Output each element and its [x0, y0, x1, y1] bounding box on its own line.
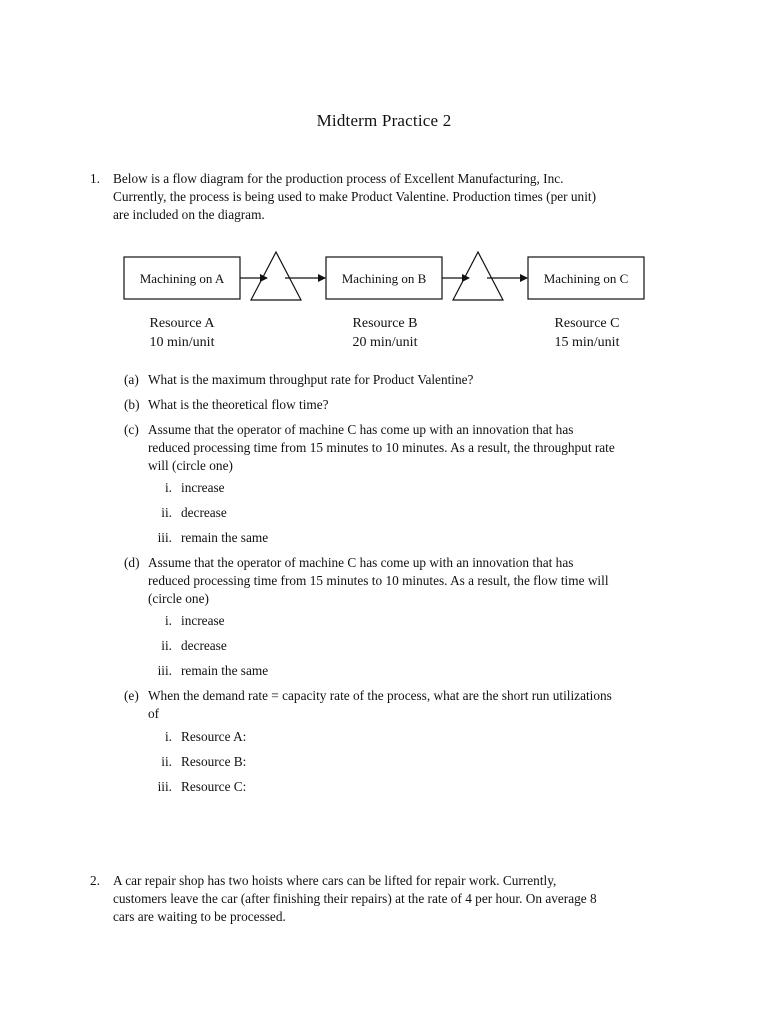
process-box-label: Machining on C: [543, 271, 629, 286]
option-text: increase: [181, 613, 225, 628]
resource-name: Resource B: [352, 316, 418, 331]
option-number: iii.: [157, 779, 172, 794]
option-text: decrease: [181, 505, 227, 520]
question-2-text: [113, 872, 683, 926]
flow-diagram: [0, 0, 768, 360]
option-text: remain the same: [181, 530, 269, 545]
part-line: will (circle one): [148, 458, 233, 473]
process-box-label: Machining on A: [139, 271, 225, 286]
part-line: What is the theoretical flow time?: [148, 397, 329, 412]
question-1-line: Currently, the process is being used to make Product Valentine. Production times (per unit): [113, 189, 597, 204]
part-line: reduced processing time from 15 minutes to 10 minutes. As a result, the throughput rate: [148, 440, 615, 455]
option-text: increase: [181, 480, 225, 495]
page-title: Midterm Practice 2: [316, 111, 452, 130]
resource-time: 15 min/unit: [554, 335, 620, 350]
buffer-triangle-1: [251, 252, 301, 300]
option-text: Resource B:: [181, 754, 247, 769]
question-2-line: A car repair shop has two hoists where cars can be lifted for repair work. Currently,: [113, 873, 557, 888]
resource-a-label: [112, 314, 252, 352]
option-number: i.: [164, 480, 172, 495]
question-2-line: cars are waiting to be processed.: [113, 909, 286, 924]
part-marker: (a): [124, 372, 139, 387]
resource-time: 20 min/unit: [352, 335, 418, 350]
part-marker: (d): [124, 555, 140, 570]
question-1-line: are included on the diagram.: [113, 207, 265, 222]
option-number: i.: [164, 729, 172, 744]
question-1-line: Below is a flow diagram for the production process of Excellent Manufacturing, Inc.: [113, 171, 564, 186]
part-marker: (b): [124, 397, 140, 412]
part-line: reduced processing time from 15 minutes to 10 minutes. As a result, the flow time will: [148, 573, 609, 588]
option-number: ii.: [161, 754, 172, 769]
option-number: ii.: [161, 638, 172, 653]
part-line: (circle one): [148, 591, 209, 606]
question-2-number: 2.: [90, 873, 100, 888]
part-marker: (c): [124, 422, 139, 437]
option-text: Resource A:: [181, 729, 247, 744]
part-line: Assume that the operator of machine C has come up with an innovation that has: [148, 555, 574, 570]
option-number: iii.: [157, 530, 172, 545]
part-line: of: [148, 706, 160, 721]
part-line: Assume that the operator of machine C has come up with an innovation that has: [148, 422, 574, 437]
resource-b-label: [315, 314, 455, 352]
part-line: What is the maximum throughput rate for Product Valentine?: [148, 372, 474, 387]
part-marker: (e): [124, 688, 139, 703]
buffer-triangle-2: [453, 252, 503, 300]
option-number: ii.: [161, 505, 172, 520]
question-2-line: customers leave the car (after finishing their repairs) at the rate of 4 per hour. On average 8: [113, 891, 597, 906]
resource-name: Resource C: [554, 316, 620, 331]
option-text: decrease: [181, 638, 227, 653]
resource-name: Resource A: [149, 316, 215, 331]
option-text: Resource C:: [181, 779, 247, 794]
option-number: i.: [164, 613, 172, 628]
process-box-label: Machining on B: [341, 271, 427, 286]
question-1-number: 1.: [90, 171, 100, 186]
resource-c-label: [517, 314, 657, 352]
part-line: When the demand rate = capacity rate of the process, what are the short run utilizations: [148, 688, 612, 703]
resource-time: 10 min/unit: [149, 335, 215, 350]
option-number: iii.: [157, 663, 172, 678]
option-text: remain the same: [181, 663, 269, 678]
